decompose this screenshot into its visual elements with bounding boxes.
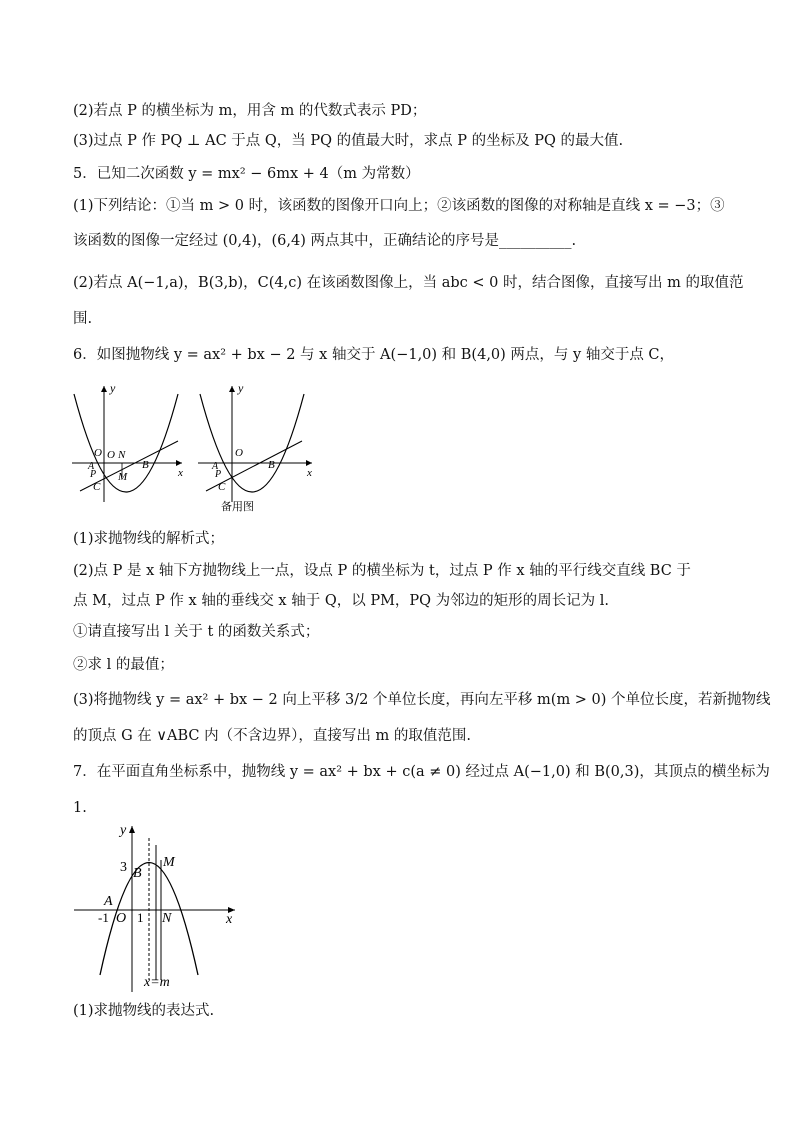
label-m: M	[163, 855, 175, 870]
label-y: y	[110, 381, 116, 395]
label-p: P	[215, 469, 222, 480]
label-x: x	[226, 912, 233, 927]
text-line-1: (2)若点 P 的横坐标为 m，用含 m 的代数式表示 PD；	[73, 103, 427, 119]
text-line-7: 围.	[73, 311, 93, 327]
label-o2: O	[107, 449, 115, 461]
text-line-4: (1)下列结论：①当 m > 0 时，该函数的图像开口向上；②该函数的图像的对称轴是直线 x = −3；③	[73, 198, 725, 214]
text-line-14: (3)将抛物线 y = ax² + bx − 2 向上平移 3/2 个单位长度，再向左平移 m(m > 0) 个单位长度，若新抛物线	[73, 692, 771, 708]
label-o: O	[235, 447, 243, 459]
label-c: C	[218, 481, 226, 493]
text-line-10: (2)点 P 是 x 轴下方抛物线上一点，设点 P 的横坐标为 t，过点 P 作 x 轴的平行线交直线 BC 于	[73, 563, 691, 579]
label-n: N	[162, 911, 172, 926]
figure-caption: 备用图	[221, 501, 254, 513]
figure-q6	[70, 380, 330, 515]
label-minus-one: -1	[98, 910, 109, 925]
text-line-2: (3)过点 P 作 PQ ⊥ AC 于点 Q，当 PQ 的值最大时，求点 P 的坐标及 PQ 的最大值.	[73, 133, 624, 149]
label-a: A	[212, 461, 219, 472]
label-one: 1	[137, 910, 144, 925]
figure-q6-spare	[198, 381, 312, 502]
text-line-15: 的顶点 G 在 ∨ABC 内（不含边界），直接写出 m 的取值范围.	[73, 728, 471, 744]
text-line-16: 7．在平面直角坐标系中，抛物线 y = ax² + bx + c(a ≠ 0) 经过点 A(−1,0) 和 B(0,3)，其顶点的横坐标为	[73, 764, 770, 780]
text-line-6: (2)若点 A(−1,a)，B(3,b)，C(4,c) 在该函数图像上，当 abc < 0 时，结合图像，直接写出 m 的取值范	[73, 275, 744, 291]
label-b: B	[268, 459, 275, 471]
label-a: A	[88, 461, 95, 472]
label-c: C	[93, 481, 101, 493]
text-line-12: ①请直接写出 l 关于 t 的函数关系式；	[73, 624, 320, 640]
label-three: 3	[120, 860, 127, 875]
text-line-18: (1)求抛物线的表达式.	[73, 1003, 215, 1019]
label-y: y	[120, 823, 127, 838]
text-line-5: 该函数的图像一定经过 (0,4)，(6,4) 两点其中，正确结论的序号是__________.	[73, 233, 577, 249]
figure-q7	[70, 820, 245, 995]
label-a: A	[104, 894, 113, 909]
text-line-9: (1)求抛物线的解析式；	[73, 531, 225, 547]
label-o: O	[94, 447, 102, 459]
text-line-11: 点 M，过点 P 作 x 轴的垂线交 x 轴于 Q，以 PM，PQ 为邻边的矩形的周长记为 l.	[73, 593, 610, 609]
figure-q6-main	[72, 381, 183, 502]
text-line-13: ②求 l 的最值；	[73, 657, 174, 673]
text-line-3: 5．已知二次函数 y = mx² − 6mx + 4（m 为常数）	[73, 166, 420, 182]
label-y: y	[238, 381, 244, 395]
label-x-equals-m: x=m	[144, 975, 170, 990]
label-p: P	[90, 469, 97, 480]
label-x: x	[307, 467, 312, 479]
label-n: N	[118, 449, 126, 461]
text-line-17: 1.	[73, 800, 87, 816]
label-o: O	[116, 911, 127, 926]
label-m: M	[118, 471, 128, 483]
label-b: B	[142, 459, 149, 471]
label-b: B	[133, 866, 142, 881]
label-x: x	[178, 467, 183, 479]
text-line-8: 6．如图抛物线 y = ax² + bx − 2 与 x 轴交于 A(−1,0) 和 B(4,0) 两点，与 y 轴交于点 C，	[73, 347, 675, 363]
